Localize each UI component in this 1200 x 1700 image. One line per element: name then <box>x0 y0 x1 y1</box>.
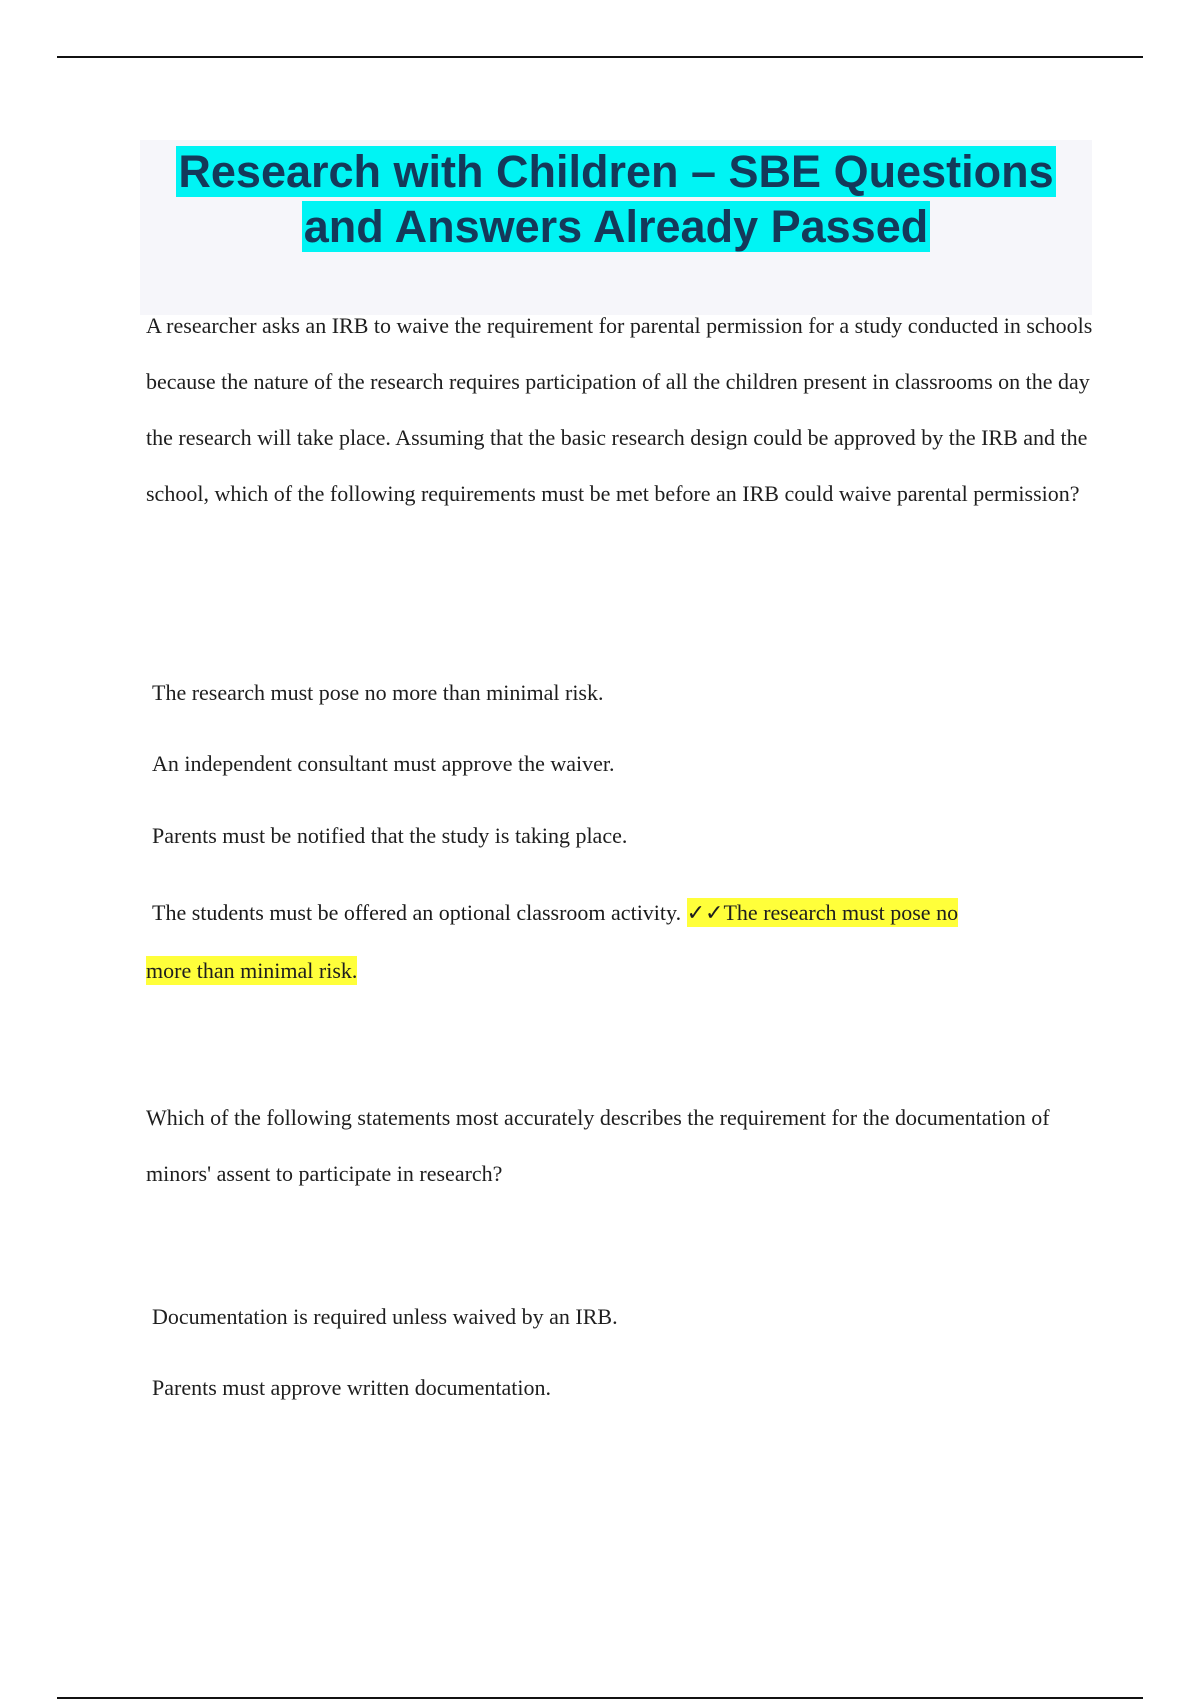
question-1-text: A researcher asks an IRB to waive the requirement for parental permission for a study conducted in schools because the nature of the research requires participation of all the children present in classrooms on the day the research will take place. Assuming that the basic research design could be approved by the IRB and the school, which of the following requirements must be met before an IRB could waive parental permission? <box>146 313 1093 506</box>
answer-text-part-1: The research must pose no <box>723 900 959 925</box>
title-block <box>140 140 1092 315</box>
question-1-option-4-row <box>152 898 958 929</box>
question-1-option-3: Parents must be notified that the study is taking place. <box>152 823 628 848</box>
answer-text-part-2: more than minimal risk. <box>146 958 358 983</box>
question-1-option-1: The research must pose no more than minimal risk. <box>152 680 604 705</box>
answer-highlight <box>687 898 958 927</box>
title-line-2: and Answers Already Passed <box>303 201 929 252</box>
bottom-rule <box>57 1697 1143 1699</box>
top-rule <box>57 56 1143 58</box>
question-2-option-1: Documentation is required unless waived by an IRB. <box>152 1304 618 1329</box>
answer-continuation <box>146 956 357 986</box>
double-check-icon: ✓✓ <box>686 901 724 926</box>
question-2-option-2: Parents must approve written documentation. <box>152 1375 551 1400</box>
question-1-option-4: The students must be offered an optional classroom activity. <box>152 900 682 925</box>
title-line-1: Research with Children – SBE Questions <box>178 146 1054 197</box>
question-2-text: Which of the following statements most accurately describes the requirement for the documentation of minors' assent to participate in research? <box>146 1105 1050 1186</box>
question-1-option-2: An independent consultant must approve the waiver. <box>152 751 615 776</box>
page-title <box>140 144 1092 254</box>
